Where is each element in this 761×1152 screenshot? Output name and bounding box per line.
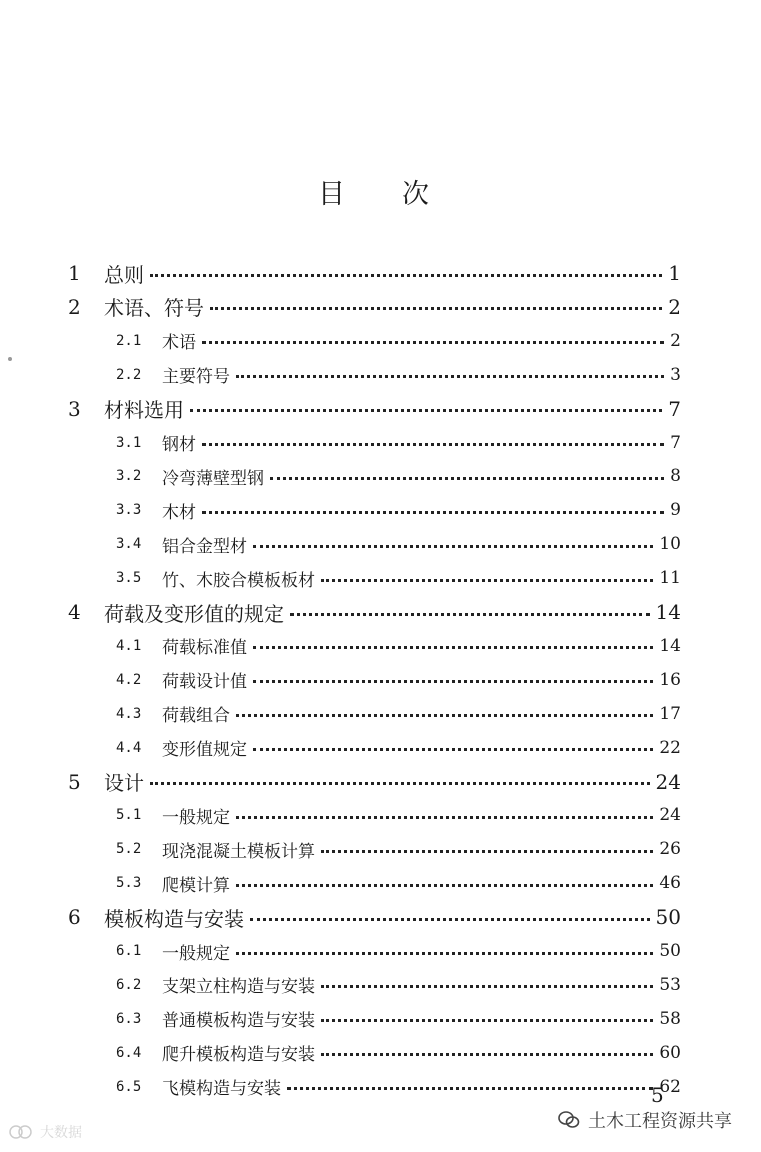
dot-leader xyxy=(321,850,653,853)
toc-number: 5.1 xyxy=(116,807,142,824)
toc-number: 5.2 xyxy=(116,841,142,858)
scan-speck xyxy=(8,357,12,361)
dot-leader xyxy=(287,1087,653,1090)
toc-page: 26 xyxy=(659,839,681,860)
toc-page: 14 xyxy=(659,635,681,656)
toc-entry[interactable] xyxy=(116,324,681,358)
dot-leader xyxy=(202,341,664,344)
dot-leader xyxy=(236,375,664,378)
toc-label: 荷载及变形值的规定 xyxy=(104,601,284,626)
toc-label: 术语、符号 xyxy=(104,296,204,321)
page-number: 5 xyxy=(651,1083,664,1107)
toc-page: 50 xyxy=(655,905,681,930)
toc-number: 6 xyxy=(68,905,81,930)
toc-label: 木材 xyxy=(162,502,196,523)
toc-label: 冷弯薄壁型钢 xyxy=(162,468,264,489)
dot-leader xyxy=(236,714,653,717)
toc-page: 16 xyxy=(659,669,681,690)
dot-leader xyxy=(236,816,653,819)
toc-label: 普通模板构造与安装 xyxy=(162,1011,315,1032)
toc-number: 4.4 xyxy=(116,739,142,756)
dot-leader xyxy=(290,613,650,616)
toc-number: 6.1 xyxy=(116,943,142,959)
watermark-left-text: 大数据 xyxy=(40,1125,82,1141)
toc-number: 4.3 xyxy=(116,705,142,722)
dot-leader xyxy=(210,307,662,310)
toc-page: 60 xyxy=(659,1042,681,1063)
toc-number: 6.4 xyxy=(116,1044,142,1061)
toc-entry[interactable] xyxy=(68,595,681,629)
toc-page: 9 xyxy=(670,500,681,521)
toc-entry[interactable] xyxy=(68,290,681,324)
toc-label: 模板构造与安装 xyxy=(104,906,244,931)
toc-label: 竹、木胶合模板板材 xyxy=(162,570,315,591)
toc-entry[interactable] xyxy=(116,1036,681,1070)
toc-number: 2.1 xyxy=(116,332,142,349)
toc-label: 现浇混凝土模板计算 xyxy=(162,841,315,862)
dot-leader xyxy=(270,477,664,480)
toc-label: 主要符号 xyxy=(162,367,230,388)
toc-number: 4.2 xyxy=(116,671,142,688)
toc-page: 53 xyxy=(659,974,681,995)
toc-page: 62 xyxy=(659,1076,681,1097)
toc-page: 7 xyxy=(668,396,681,421)
toc-page: 22 xyxy=(659,737,681,758)
toc-entry[interactable] xyxy=(116,629,681,663)
toc-number: 6.2 xyxy=(116,976,142,993)
toc-label: 荷载设计值 xyxy=(162,672,247,693)
toc-entry[interactable] xyxy=(116,1070,681,1104)
toc-number: 3 xyxy=(68,396,81,421)
toc-label: 铝合金型材 xyxy=(162,536,247,557)
toc-number: 5.3 xyxy=(116,875,142,892)
toc-entry[interactable] xyxy=(116,426,681,460)
dot-leader xyxy=(236,952,653,955)
toc-entry[interactable] xyxy=(116,697,681,731)
toc-label: 支架立柱构造与安装 xyxy=(162,977,315,998)
toc-number: 3.5 xyxy=(116,570,142,587)
toc-label: 爬模计算 xyxy=(162,875,230,896)
toc-number: 6.5 xyxy=(116,1078,142,1095)
toc-label: 总则 xyxy=(104,262,144,287)
dot-leader xyxy=(321,1019,653,1022)
toc-entry[interactable] xyxy=(116,527,681,561)
toc-number: 2.2 xyxy=(116,366,142,383)
dot-leader xyxy=(253,680,653,683)
toc-page: 11 xyxy=(659,568,681,589)
watermark-text: 土木工程资源共享 xyxy=(588,1111,732,1132)
wechat-icon xyxy=(558,1111,580,1129)
toc-number: 5 xyxy=(68,769,81,794)
toc-entry[interactable] xyxy=(68,256,681,290)
toc-page: 17 xyxy=(659,703,681,724)
toc-page: 2 xyxy=(670,330,681,351)
toc-page: 8 xyxy=(670,466,681,487)
toc-number: 1 xyxy=(68,261,81,285)
toc-page: 46 xyxy=(659,873,681,894)
toc-label: 爬升模板构造与安装 xyxy=(162,1045,315,1066)
toc-page: 14 xyxy=(655,600,681,624)
toc-number: 6.3 xyxy=(116,1010,142,1027)
wechat-watermark xyxy=(558,1107,732,1133)
toc-number: 3.1 xyxy=(116,434,142,451)
toc-number: 3.2 xyxy=(116,468,142,485)
dot-leader xyxy=(202,443,664,446)
source-watermark xyxy=(8,1122,82,1142)
dot-leader xyxy=(202,511,664,514)
toc-entry[interactable] xyxy=(116,493,681,527)
toc-page: 24 xyxy=(659,805,681,826)
toc-page: 2 xyxy=(668,294,681,319)
toc-label: 材料选用 xyxy=(104,398,184,423)
dot-leader xyxy=(250,918,650,921)
toc-label: 术语 xyxy=(162,333,196,354)
toc-label: 一般规定 xyxy=(162,943,230,964)
toc-entry[interactable] xyxy=(116,663,681,697)
toc-label: 荷载标准值 xyxy=(162,638,247,659)
toc-entry[interactable] xyxy=(116,1002,681,1036)
title-char-1: 目 xyxy=(318,179,345,210)
toc-entry[interactable] xyxy=(116,459,681,493)
dot-leader xyxy=(253,646,653,649)
toc-number: 3.4 xyxy=(116,536,142,553)
toc-page: 50 xyxy=(659,941,681,961)
toc-label: 飞模构造与安装 xyxy=(162,1079,281,1100)
toc-page: 1 xyxy=(668,261,681,285)
dot-leader xyxy=(253,748,653,751)
dot-leader xyxy=(321,1053,653,1056)
toc-entry[interactable] xyxy=(68,765,681,799)
toc-entry[interactable] xyxy=(116,968,681,1002)
title-char-2: 次 xyxy=(402,179,429,210)
toc-entry[interactable] xyxy=(116,798,681,832)
dot-leader xyxy=(150,782,650,785)
toc-label: 设计 xyxy=(104,771,144,795)
toc-label: 变形值规定 xyxy=(162,740,247,761)
dot-leader xyxy=(253,545,653,548)
toc-page: 10 xyxy=(659,534,681,555)
toc-label: 荷载组合 xyxy=(162,706,230,727)
toc-page: 7 xyxy=(670,432,681,453)
toc-entry[interactable] xyxy=(116,832,681,866)
logo-icon xyxy=(8,1124,34,1140)
toc-label: 钢材 xyxy=(162,435,196,455)
toc-entry[interactable] xyxy=(68,392,681,426)
toc-label: 一般规定 xyxy=(162,807,230,828)
dot-leader xyxy=(190,409,662,412)
toc-number: 4 xyxy=(68,600,81,624)
dot-leader xyxy=(321,985,653,988)
toc-entry[interactable] xyxy=(116,866,681,900)
dot-leader xyxy=(150,274,662,277)
toc-page: 3 xyxy=(670,364,681,385)
toc-entry[interactable] xyxy=(116,731,681,765)
toc-entry[interactable] xyxy=(68,900,681,934)
toc-entry[interactable] xyxy=(116,358,681,392)
toc-entry[interactable] xyxy=(116,934,681,968)
toc-page: 58 xyxy=(659,1008,681,1029)
toc-number: 3.3 xyxy=(116,502,142,519)
toc-number: 4.1 xyxy=(116,637,142,654)
toc-entry[interactable] xyxy=(116,561,681,595)
dot-leader xyxy=(321,579,653,582)
dot-leader xyxy=(236,884,653,887)
toc-page: 24 xyxy=(655,769,681,794)
toc-number: 2 xyxy=(68,294,81,319)
